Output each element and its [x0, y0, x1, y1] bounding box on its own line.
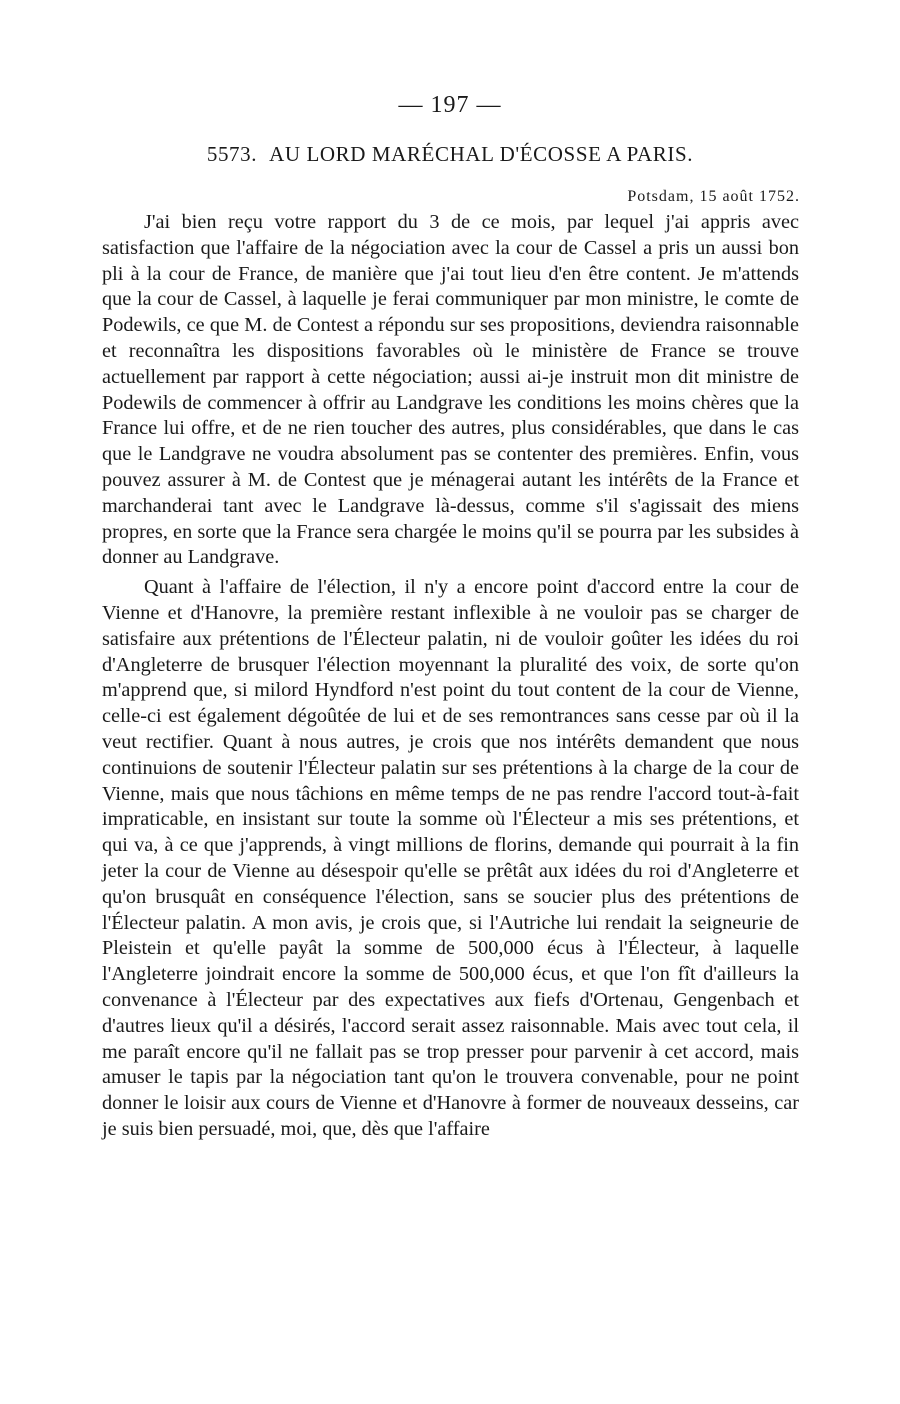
paragraph-2: Quant à l'affaire de l'élection, il n'y a encore point d'accord entre la cour de Vienne et d'Hanovre, la première restant inflexible à ne vouloir pas se charger de satisfaire aux prétentions de l'Électeur palatin, ni de vouloir goûter les idées du roi d'Angleterre de brusquer l'élection moyennant la pluralité des voix, de sorte qu'on m'apprend que, si milord Hyndford n'est point du tout content de la cour de Vienne, celle-ci est également dégoûtée de lui et de ses remontrances sans cesse par où il la veut rectifier. Quant à nous autres, je crois que nos intérêts demandent que nous continuions de soutenir l'Électeur palatin sur ses prétentions à la charge de la cour de Vienne, mais que nous tâchions en même temps de ne pas rendre l'accord tout-à-fait impraticable, en insistant sur toute la somme où l'Électeur a mis ses prétentions, et qui va, à ce que j'apprends, à vingt millions de florins, demande qui pourrait à la fin jeter la cour de Vienne au désespoir qu'elle se prêtât aux idées du roi d'Angleterre et qu'on brusquât en conséquence l'élection, sans se soucier plus des prétentions de l'Électeur palatin. A mon avis, je crois que, si l'Autriche lui rendait la seigneurie de Pleistein et qu'elle payât la somme de 500,000 écus à l'Électeur, à laquelle l'Angleterre joindrait encore la somme de 500,000 écus, et que l'on fît d'ailleurs la convenance à l'Électeur par des expectatives aux fiefs d'Ortenau, Gengenbach et d'autres lieux qu'il a désirés, l'accord serait assez raisonnable. Mais avec tout cela, il me paraît encore qu'il ne fallait pas se trop presser pour parvenir à cet accord, mais amuser le tapis par la négociation tant qu'on le trouvera convenable, pour ne point donner le loisir aux cours de Vienne et d'Hanovre à former de nouveaux desseins, car je suis bien persuadé, moi, que, dès que l'affaire [102, 576, 799, 1140]
letter-number: 5573. [206, 142, 258, 166]
paragraph-1: J'ai bien reçu votre rapport du 3 de ce mois, par lequel j'ai appris avec satisfaction que l'affaire de la négociation avec la cour de Cassel a pris un aussi bon pli à la cour de France, de manière que j'ai tout lieu d'en être content. Je m'attends que la cour de Cassel, à laquelle je ferai communiquer par mon ministre, le comte de Podewils, ce que M. de Contest a répondu sur ses propositions, deviendra raisonnable et reconnaîtra les dispositions favorables où le ministère de France se trouve actuellement par rapport à cette négociation; aussi ai-je instruit mon dit ministre de Podewils de commencer à offrir au Landgrave les conditions les moins chères que la France lui offre, et de ne rien toucher des autres, plus considérables, que dans le cas que le Landgrave ne voudra absolument pas se contenter des premières. Enfin, vous pouvez assurer à M. de Contest que je ménagerai autant les intérêts de la France et marchanderai tant avec le Landgrave là-dessus, comme s'il s'agissait des miens propres, en sorte que la France sera chargée le moins qu'il se pourra par les subsides à donner au Landgrave. [102, 211, 799, 569]
letter-body [102, 210, 799, 1143]
dateline: Potsdam, 15 août 1752. [627, 188, 800, 205]
letter-heading [0, 142, 900, 167]
letter-title: AU LORD MARÉCHAL D'ÉCOSSE A PARIS. [269, 142, 694, 166]
page-number: — 197 — [398, 92, 502, 118]
